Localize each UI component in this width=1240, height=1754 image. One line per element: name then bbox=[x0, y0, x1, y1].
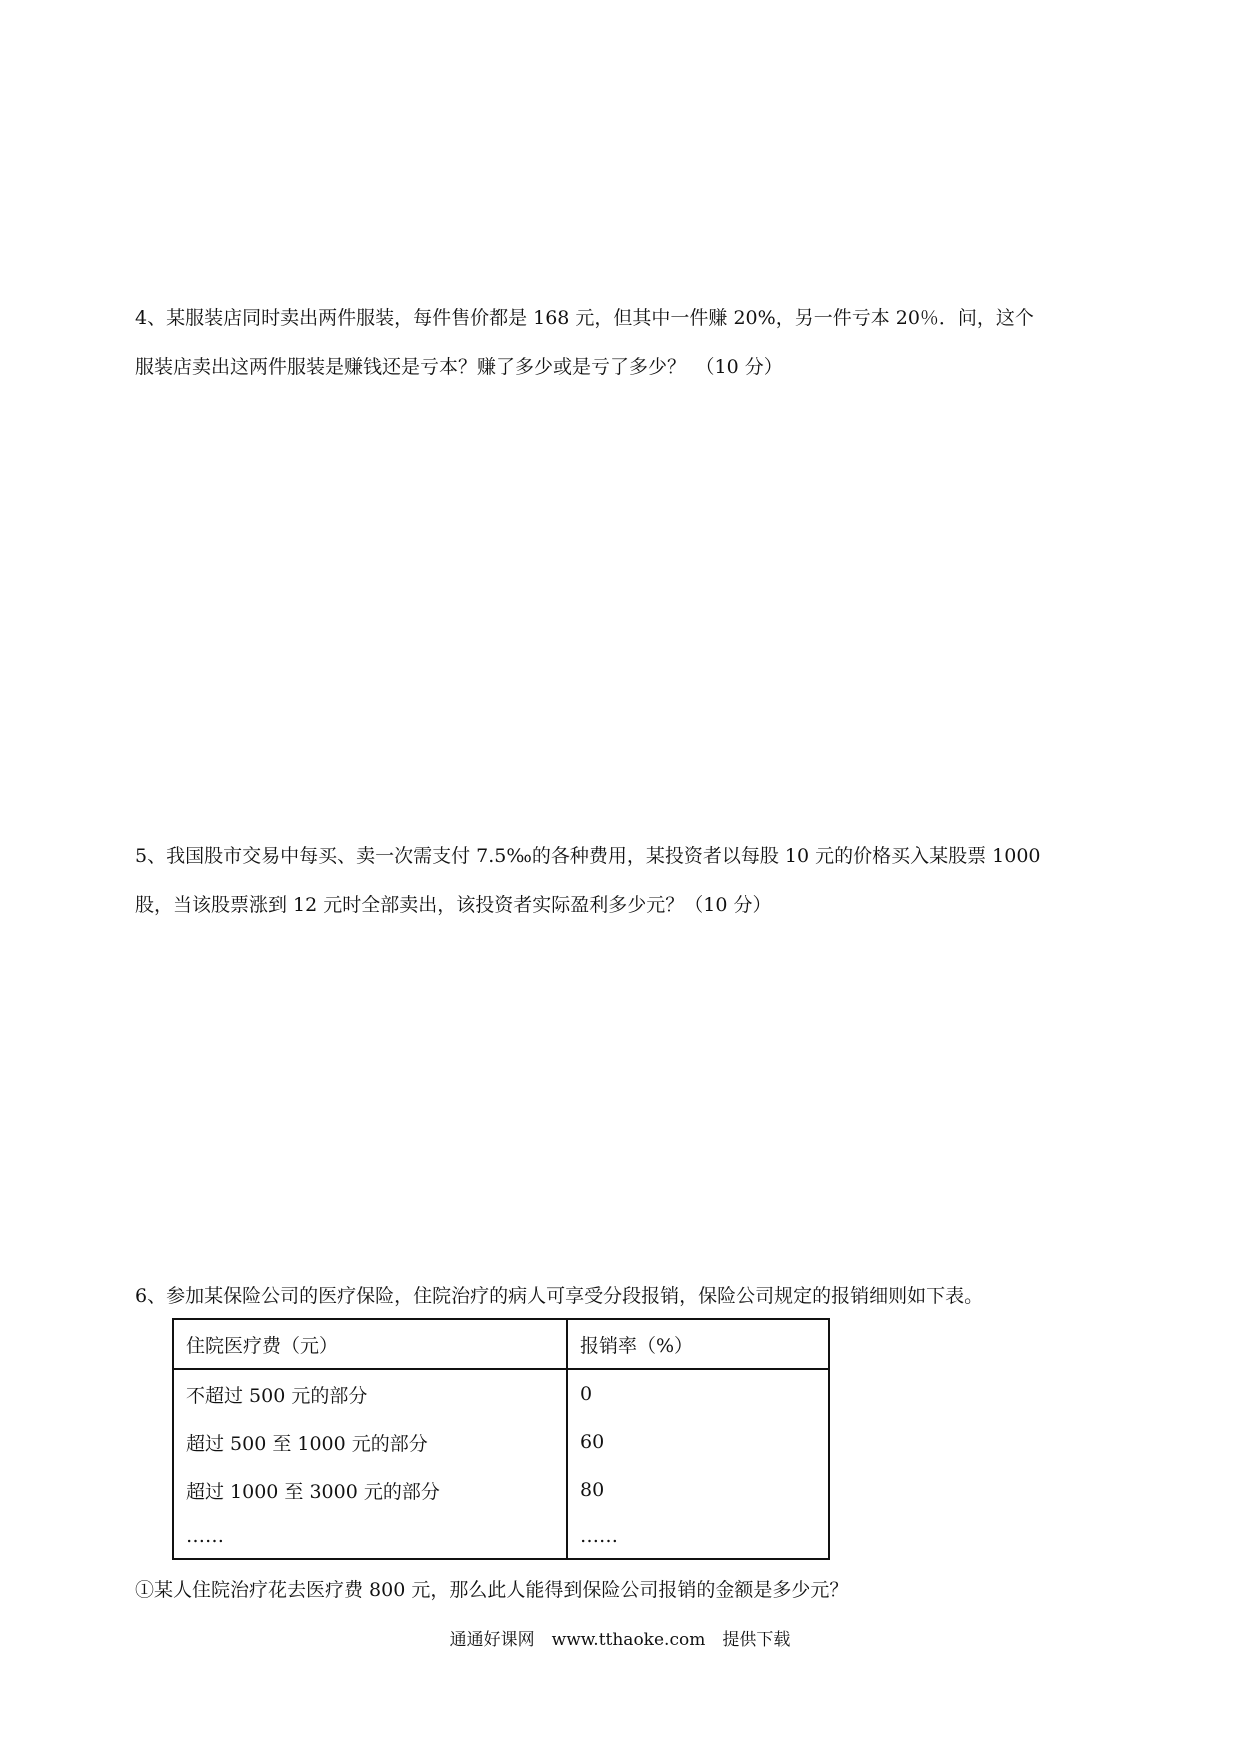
question-5-line-1: 5、我国股市交易中每买、卖一次需支付 7.5‰的各种费用，某投资者以每股 10 元的价格买入某股票 1000 bbox=[135, 845, 1041, 867]
question-5-line-2: 股，当该股票涨到 12 元时全部卖出，该投资者实际盈利多少元？（10 分） bbox=[135, 894, 772, 916]
question-4-line-1: 4、某服装店同时卖出两件服装，每件售价都是 168 元，但其中一件赚 20%，另一件亏本 20％．问，这个 bbox=[135, 307, 1034, 329]
rate-cell: 60 bbox=[567, 1418, 829, 1466]
table-row bbox=[173, 1369, 829, 1418]
table-header-row bbox=[173, 1319, 829, 1369]
table-row bbox=[173, 1514, 829, 1559]
table-row bbox=[173, 1466, 829, 1514]
question-6-subquestion-1: ①某人住院治疗花去医疗费 800 元，那么此人能得到保险公司报销的金额是多少元？ bbox=[135, 1579, 849, 1601]
fee-range-cell: …… bbox=[173, 1514, 567, 1559]
question-5 bbox=[135, 832, 1125, 930]
fee-range-cell: 超过 500 至 1000 元的部分 bbox=[173, 1418, 567, 1466]
question-4 bbox=[135, 294, 1125, 392]
header-medical-fee: 住院医疗费（元） bbox=[173, 1319, 567, 1369]
question-6-intro: 6、参加某保险公司的医疗保险，住院治疗的病人可享受分段报销，保险公司规定的报销细则如下表。 bbox=[135, 1285, 984, 1307]
page-footer: 通通好课网 www.tthaoke.com 提供下载 bbox=[449, 1630, 791, 1650]
rate-cell: 0 bbox=[567, 1369, 829, 1418]
reimbursement-table bbox=[172, 1318, 830, 1560]
rate-cell: 80 bbox=[567, 1466, 829, 1514]
question-4-line-2: 服装店卖出这两件服装是赚钱还是亏本？赚了多少或是亏了多少？ （10 分） bbox=[135, 356, 783, 378]
rate-cell: …… bbox=[567, 1514, 829, 1559]
table-row bbox=[173, 1418, 829, 1466]
question-6 bbox=[135, 1272, 1125, 1321]
header-reimbursement-rate: 报销率（%） bbox=[567, 1319, 829, 1369]
fee-range-cell: 超过 1000 至 3000 元的部分 bbox=[173, 1466, 567, 1514]
fee-range-cell: 不超过 500 元的部分 bbox=[173, 1369, 567, 1418]
